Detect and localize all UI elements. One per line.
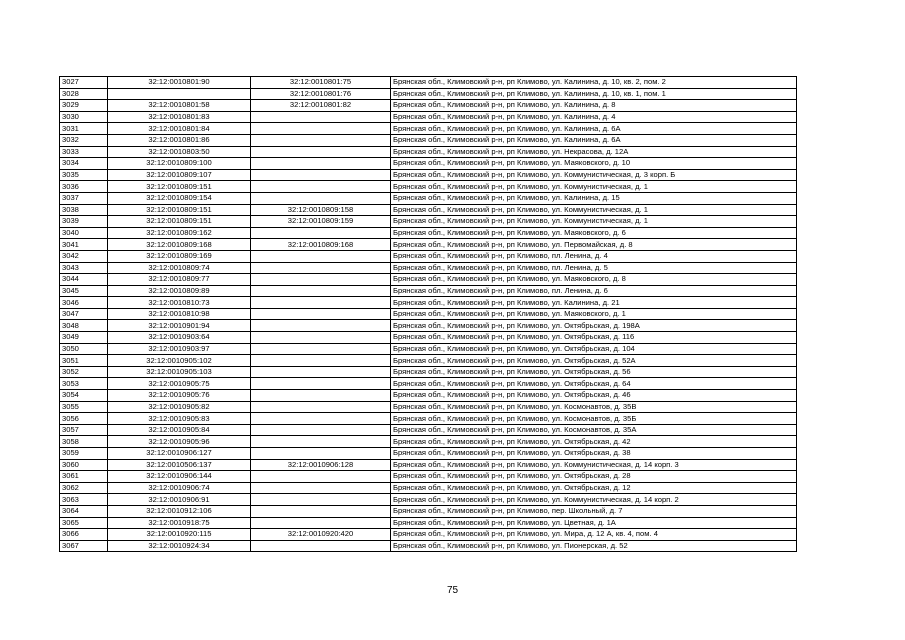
table-row — [60, 494, 797, 506]
table-row — [60, 505, 797, 517]
address-cell: Брянская обл., Климовский р-н, рп Климово, ул. Космонавтов, д. 35В — [391, 401, 797, 413]
cadastral-number-cell: 32:12:0010809:74 — [108, 262, 251, 274]
parent-cadastral-number-cell — [251, 378, 391, 390]
cadastral-number-cell: 32:12:0010809:100 — [108, 158, 251, 170]
address-cell: Брянская обл., Климовский р-н, рп Климово, ул. Калинина, д. 6А — [391, 123, 797, 135]
address-cell: Брянская обл., Климовский р-н, рп Климово, ул. Коммунистическая, д. 14 корп. 2 — [391, 494, 797, 506]
row-number-cell: 3042 — [60, 250, 108, 262]
address-cell: Брянская обл., Климовский р-н, рп Климово, ул. Маяковского, д. 8 — [391, 274, 797, 286]
parent-cadastral-number-cell — [251, 424, 391, 436]
parent-cadastral-number-cell — [251, 134, 391, 146]
address-cell: Брянская обл., Климовский р-н, рп Климово, ул. Коммунистическая, д. 1 — [391, 204, 797, 216]
address-cell: Брянская обл., Климовский р-н, рп Климово, пл. Ленина, д. 4 — [391, 250, 797, 262]
parent-cadastral-number-cell — [251, 355, 391, 367]
row-number-cell: 3036 — [60, 181, 108, 193]
row-number-cell: 3038 — [60, 204, 108, 216]
parent-cadastral-number-cell — [251, 181, 391, 193]
address-cell: Брянская обл., Климовский р-н, рп Климово, ул. Космонавтов, д. 35Б — [391, 413, 797, 425]
cadastral-number-cell: 32:12:0010809:89 — [108, 285, 251, 297]
cadastral-number-cell: 32:12:0010809:168 — [108, 239, 251, 251]
cadastral-number-cell: 32:12:0010905:82 — [108, 401, 251, 413]
cadastral-number-cell: 32:12:0010801:58 — [108, 100, 251, 112]
parent-cadastral-number-cell: 32:12:0010801:75 — [251, 77, 391, 89]
address-cell: Брянская обл., Климовский р-н, рп Климово, ул. Октябрьская, д. 198А — [391, 320, 797, 332]
address-cell: Брянская обл., Климовский р-н, рп Климово, ул. Октябрьская, д. 42 — [391, 436, 797, 448]
parent-cadastral-number-cell — [251, 471, 391, 483]
parent-cadastral-number-cell — [251, 146, 391, 158]
row-number-cell: 3061 — [60, 471, 108, 483]
row-number-cell: 3062 — [60, 482, 108, 494]
table-row — [60, 308, 797, 320]
cadastral-number-cell: 32:12:0010905:75 — [108, 378, 251, 390]
parent-cadastral-number-cell — [251, 401, 391, 413]
cadastral-number-cell: 32:12:0010905:103 — [108, 366, 251, 378]
property-register-table — [59, 76, 797, 552]
row-number-cell: 3056 — [60, 413, 108, 425]
parent-cadastral-number-cell — [251, 517, 391, 529]
table-row — [60, 77, 797, 89]
cadastral-number-cell: 32:12:0010912:106 — [108, 505, 251, 517]
row-number-cell: 3057 — [60, 424, 108, 436]
parent-cadastral-number-cell — [251, 192, 391, 204]
cadastral-number-cell: 32:12:0010905:83 — [108, 413, 251, 425]
table-row — [60, 436, 797, 448]
row-number-cell: 3054 — [60, 390, 108, 402]
cadastral-number-cell: 32:12:0010803:50 — [108, 146, 251, 158]
row-number-cell: 3041 — [60, 239, 108, 251]
row-number-cell: 3049 — [60, 332, 108, 344]
table-row — [60, 297, 797, 309]
address-cell: Брянская обл., Климовский р-н, рп Климово, ул. Октябрьская, д. 64 — [391, 378, 797, 390]
table-row — [60, 88, 797, 100]
address-cell: Брянская обл., Климовский р-н, рп Климово, ул. Калинина, д. 6А — [391, 134, 797, 146]
parent-cadastral-number-cell: 32:12:0010809:158 — [251, 204, 391, 216]
parent-cadastral-number-cell: 32:12:0010920:420 — [251, 529, 391, 541]
row-number-cell: 3050 — [60, 343, 108, 355]
row-number-cell: 3055 — [60, 401, 108, 413]
parent-cadastral-number-cell — [251, 448, 391, 460]
register-table-body — [60, 77, 797, 552]
parent-cadastral-number-cell: 32:12:0010801:76 — [251, 88, 391, 100]
cadastral-number-cell: 32:12:0010809:169 — [108, 250, 251, 262]
table-row — [60, 181, 797, 193]
parent-cadastral-number-cell — [251, 262, 391, 274]
row-number-cell: 3029 — [60, 100, 108, 112]
cadastral-number-cell: 32:12:0010810:73 — [108, 297, 251, 309]
row-number-cell: 3051 — [60, 355, 108, 367]
cadastral-number-cell: 32:12:0010801:86 — [108, 134, 251, 146]
cadastral-number-cell: 32:12:0010906:91 — [108, 494, 251, 506]
table-row — [60, 274, 797, 286]
row-number-cell: 3033 — [60, 146, 108, 158]
row-number-cell: 3052 — [60, 366, 108, 378]
address-cell: Брянская обл., Климовский р-н, рп Климово, ул. Октябрьская, д. 52А — [391, 355, 797, 367]
parent-cadastral-number-cell — [251, 274, 391, 286]
table-row — [60, 204, 797, 216]
cadastral-number-cell: 32:12:0010809:151 — [108, 216, 251, 228]
table-row — [60, 459, 797, 471]
parent-cadastral-number-cell — [251, 250, 391, 262]
cadastral-number-cell: 32:12:0010906:74 — [108, 482, 251, 494]
table-row — [60, 169, 797, 181]
cadastral-number-cell: 32:12:0010905:96 — [108, 436, 251, 448]
row-number-cell: 3044 — [60, 274, 108, 286]
table-row — [60, 250, 797, 262]
row-number-cell: 3043 — [60, 262, 108, 274]
parent-cadastral-number-cell — [251, 505, 391, 517]
address-cell: Брянская обл., Климовский р-н, рп Климово, ул. Октябрьская, д. 28 — [391, 471, 797, 483]
table-row — [60, 401, 797, 413]
cadastral-number-cell: 32:12:0010906:144 — [108, 471, 251, 483]
address-cell: Брянская обл., Климовский р-н, рп Климово, ул. Маяковского, д. 1 — [391, 308, 797, 320]
parent-cadastral-number-cell: 32:12:0010906:128 — [251, 459, 391, 471]
address-cell: Брянская обл., Климовский р-н, рп Климово, ул. Космонавтов, д. 35А — [391, 424, 797, 436]
row-number-cell: 3039 — [60, 216, 108, 228]
cadastral-number-cell: 32:12:0010905:84 — [108, 424, 251, 436]
parent-cadastral-number-cell — [251, 540, 391, 552]
address-cell: Брянская обл., Климовский р-н, рп Климово, ул. Октябрьская, д. 104 — [391, 343, 797, 355]
row-number-cell: 3028 — [60, 88, 108, 100]
table-row — [60, 111, 797, 123]
table-row — [60, 529, 797, 541]
row-number-cell: 3064 — [60, 505, 108, 517]
parent-cadastral-number-cell — [251, 332, 391, 344]
table-row — [60, 100, 797, 112]
parent-cadastral-number-cell: 32:12:0010801:82 — [251, 100, 391, 112]
cadastral-number-cell: 32:12:0010920:115 — [108, 529, 251, 541]
address-cell: Брянская обл., Климовский р-н, рп Климово, ул. Коммунистическая, д. 1 — [391, 181, 797, 193]
parent-cadastral-number-cell — [251, 436, 391, 448]
row-number-cell: 3031 — [60, 123, 108, 135]
cadastral-number-cell: 32:12:0010905:76 — [108, 390, 251, 402]
parent-cadastral-number-cell — [251, 111, 391, 123]
address-cell: Брянская обл., Климовский р-н, рп Климово, ул. Коммунистическая, д. 14 корп. 3 — [391, 459, 797, 471]
row-number-cell: 3066 — [60, 529, 108, 541]
address-cell: Брянская обл., Климовский р-н, рп Климово, ул. Октябрьская, д. 56 — [391, 366, 797, 378]
cadastral-number-cell: 32:12:0010810:98 — [108, 308, 251, 320]
row-number-cell: 3065 — [60, 517, 108, 529]
address-cell: Брянская обл., Климовский р-н, рп Климово, ул. Цветная, д. 1А — [391, 517, 797, 529]
parent-cadastral-number-cell — [251, 482, 391, 494]
cadastral-number-cell: 32:12:0010924:34 — [108, 540, 251, 552]
address-cell: Брянская обл., Климовский р-н, рп Климово, пл. Ленина, д. 5 — [391, 262, 797, 274]
parent-cadastral-number-cell — [251, 320, 391, 332]
table-row — [60, 123, 797, 135]
address-cell: Брянская обл., Климовский р-н, рп Климово, ул. Мира, д. 12 А, кв. 4, пом. 4 — [391, 529, 797, 541]
table-row — [60, 158, 797, 170]
row-number-cell: 3063 — [60, 494, 108, 506]
table-row — [60, 366, 797, 378]
row-number-cell: 3046 — [60, 297, 108, 309]
cadastral-number-cell: 32:12:0010809:151 — [108, 204, 251, 216]
row-number-cell: 3030 — [60, 111, 108, 123]
cadastral-number-cell: 32:12:0010809:107 — [108, 169, 251, 181]
table-row — [60, 540, 797, 552]
row-number-cell: 3027 — [60, 77, 108, 89]
address-cell: Брянская обл., Климовский р-н, рп Климово, пл. Ленина, д. 6 — [391, 285, 797, 297]
address-cell: Брянская обл., Климовский р-н, рп Климово, ул. Октябрьская, д. 12 — [391, 482, 797, 494]
parent-cadastral-number-cell — [251, 123, 391, 135]
cadastral-number-cell: 32:12:0010901:94 — [108, 320, 251, 332]
address-cell: Брянская обл., Климовский р-н, рп Климово, ул. Октябрьская, д. 38 — [391, 448, 797, 460]
parent-cadastral-number-cell — [251, 285, 391, 297]
table-row — [60, 285, 797, 297]
parent-cadastral-number-cell — [251, 297, 391, 309]
parent-cadastral-number-cell — [251, 494, 391, 506]
cadastral-number-cell: 32:12:0010801:83 — [108, 111, 251, 123]
table-row — [60, 239, 797, 251]
parent-cadastral-number-cell — [251, 366, 391, 378]
address-cell: Брянская обл., Климовский р-н, рп Климово, ул. Коммунистическая, д. 1 — [391, 216, 797, 228]
table-row — [60, 332, 797, 344]
address-cell: Брянская обл., Климовский р-н, рп Климово, ул. Калинина, д. 21 — [391, 297, 797, 309]
parent-cadastral-number-cell — [251, 308, 391, 320]
parent-cadastral-number-cell — [251, 227, 391, 239]
cadastral-number-cell: 32:12:0010906:127 — [108, 448, 251, 460]
table-row — [60, 424, 797, 436]
address-cell: Брянская обл., Климовский р-н, рп Климово, ул. Калинина, д. 10, кв. 1, пом. 1 — [391, 88, 797, 100]
cadastral-number-cell: 32:12:0010801:90 — [108, 77, 251, 89]
address-cell: Брянская обл., Климовский р-н, рп Климово, ул. Некрасова, д. 12А — [391, 146, 797, 158]
table-row — [60, 134, 797, 146]
parent-cadastral-number-cell: 32:12:0010809:159 — [251, 216, 391, 228]
row-number-cell: 3035 — [60, 169, 108, 181]
address-cell: Брянская обл., Климовский р-н, рп Климово, ул. Октябрьская, д. 46 — [391, 390, 797, 402]
address-cell: Брянская обл., Климовский р-н, рп Климово, ул. Первомайская, д. 8 — [391, 239, 797, 251]
row-number-cell: 3058 — [60, 436, 108, 448]
row-number-cell: 3067 — [60, 540, 108, 552]
row-number-cell: 3034 — [60, 158, 108, 170]
cadastral-number-cell: 32:12:0010903:97 — [108, 343, 251, 355]
table-row — [60, 320, 797, 332]
parent-cadastral-number-cell — [251, 413, 391, 425]
cadastral-number-cell: 32:12:0010506:137 — [108, 459, 251, 471]
cadastral-number-cell: 32:12:0010801:84 — [108, 123, 251, 135]
table-row — [60, 343, 797, 355]
cadastral-number-cell: 32:12:0010918:75 — [108, 517, 251, 529]
address-cell: Брянская обл., Климовский р-н, рп Климово, ул. Коммунистическая, д. 3 корп. Б — [391, 169, 797, 181]
row-number-cell: 3060 — [60, 459, 108, 471]
table-row — [60, 192, 797, 204]
parent-cadastral-number-cell — [251, 169, 391, 181]
table-row — [60, 355, 797, 367]
cadastral-number-cell — [108, 88, 251, 100]
table-row — [60, 517, 797, 529]
address-cell: Брянская обл., Климовский р-н, рп Климово, ул. Калинина, д. 4 — [391, 111, 797, 123]
cadastral-number-cell: 32:12:0010809:151 — [108, 181, 251, 193]
table-row — [60, 262, 797, 274]
cadastral-number-cell: 32:12:0010905:102 — [108, 355, 251, 367]
table-row — [60, 390, 797, 402]
address-cell: Брянская обл., Климовский р-н, рп Климово, ул. Калинина, д. 15 — [391, 192, 797, 204]
row-number-cell: 3040 — [60, 227, 108, 239]
table-row — [60, 146, 797, 158]
cadastral-number-cell: 32:12:0010903:64 — [108, 332, 251, 344]
table-row — [60, 413, 797, 425]
parent-cadastral-number-cell — [251, 390, 391, 402]
row-number-cell: 3053 — [60, 378, 108, 390]
cadastral-number-cell: 32:12:0010809:77 — [108, 274, 251, 286]
row-number-cell: 3032 — [60, 134, 108, 146]
address-cell: Брянская обл., Климовский р-н, рп Климово, ул. Калинина, д. 10, кв. 2, пом. 2 — [391, 77, 797, 89]
address-cell: Брянская обл., Климовский р-н, рп Климово, ул. Октябрьская, д. 116 — [391, 332, 797, 344]
address-cell: Брянская обл., Климовский р-н, рп Климово, ул. Маяковского, д. 10 — [391, 158, 797, 170]
address-cell: Брянская обл., Климовский р-н, рп Климово, ул. Пионерская, д. 52 — [391, 540, 797, 552]
parent-cadastral-number-cell: 32:12:0010809:168 — [251, 239, 391, 251]
row-number-cell: 3045 — [60, 285, 108, 297]
row-number-cell: 3048 — [60, 320, 108, 332]
cadastral-number-cell: 32:12:0010809:154 — [108, 192, 251, 204]
table-row — [60, 471, 797, 483]
table-row — [60, 378, 797, 390]
address-cell: Брянская обл., Климовский р-н, рп Климово, пер. Школьный, д. 7 — [391, 505, 797, 517]
table-row — [60, 448, 797, 460]
row-number-cell: 3047 — [60, 308, 108, 320]
row-number-cell: 3059 — [60, 448, 108, 460]
page-number: 75 — [446, 585, 459, 596]
parent-cadastral-number-cell — [251, 343, 391, 355]
table-row — [60, 216, 797, 228]
row-number-cell: 3037 — [60, 192, 108, 204]
table-row — [60, 227, 797, 239]
cadastral-number-cell: 32:12:0010809:162 — [108, 227, 251, 239]
address-cell: Брянская обл., Климовский р-н, рп Климово, ул. Маяковского, д. 6 — [391, 227, 797, 239]
address-cell: Брянская обл., Климовский р-н, рп Климово, ул. Калинина, д. 8 — [391, 100, 797, 112]
table-row — [60, 482, 797, 494]
parent-cadastral-number-cell — [251, 158, 391, 170]
